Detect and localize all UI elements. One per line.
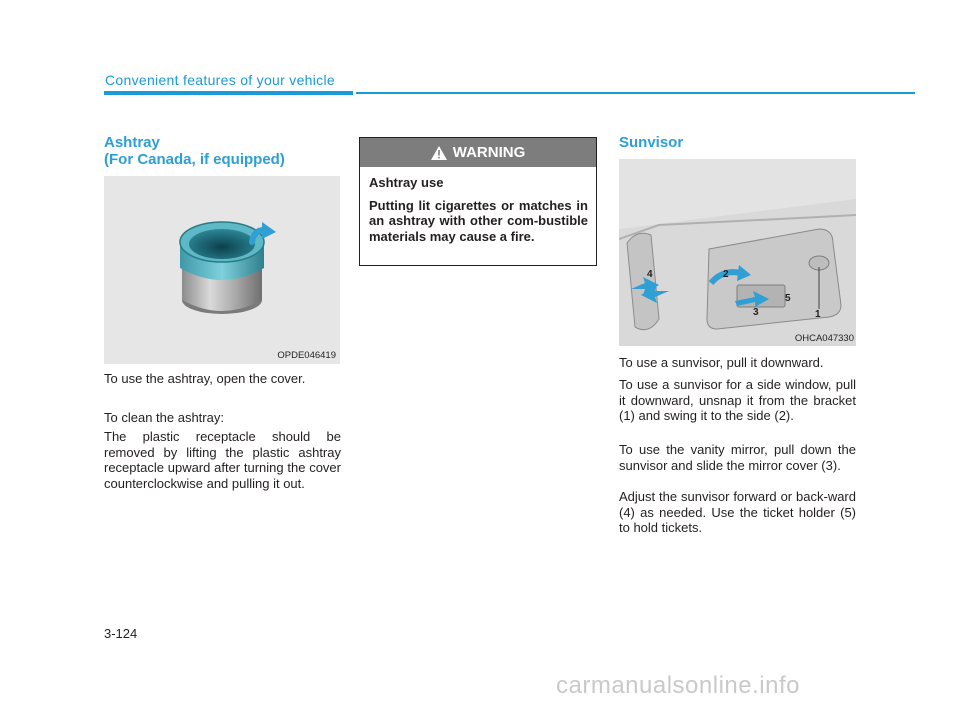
sunvisor-para-pull: To use a sunvisor, pull it downward. bbox=[619, 355, 824, 370]
ashtray-heading-line1: Ashtray bbox=[104, 134, 160, 151]
header-rule-thin bbox=[356, 92, 915, 94]
callout-3: 3 bbox=[753, 307, 759, 318]
warning-label: WARNING bbox=[452, 144, 526, 161]
sunvisor-para-mirror: To use the vanity mirror, pull down the sunvisor and slide the mirror cover (3). bbox=[619, 442, 856, 473]
warning-header bbox=[360, 138, 596, 167]
warning-text: Putting lit cigarettes or matches in an ashtray with other com-bustible materials may cause a fire. bbox=[369, 197, 588, 244]
sunvisor-illustration bbox=[619, 159, 856, 346]
sunvisor-heading: Sunvisor bbox=[619, 134, 684, 151]
ashtray-figure bbox=[104, 176, 340, 364]
ashtray-para-open: To use the ashtray, open the cover. bbox=[104, 371, 306, 386]
callout-4: 4 bbox=[647, 269, 653, 280]
ashtray-para-clean: To clean the ashtray: bbox=[104, 410, 224, 425]
ashtray-illustration bbox=[104, 176, 340, 364]
header-rule-thick bbox=[104, 91, 353, 95]
ashtray-heading-line2: (For Canada, if equipped) bbox=[104, 151, 285, 168]
chapter-title: Convenient features of your vehicle bbox=[105, 72, 335, 88]
warning-box bbox=[359, 137, 597, 266]
ashtray-para-remove: The plastic receptacle should be removed by lifting the plastic ashtray receptacle upward after turning the cover counterclockwise and pulling it out. bbox=[104, 429, 341, 491]
page-number: 3-124 bbox=[104, 626, 138, 641]
sunvisor-figure-code: OHCA047330 bbox=[794, 333, 854, 344]
callout-2: 2 bbox=[723, 269, 729, 280]
callout-5: 5 bbox=[785, 293, 791, 304]
sunvisor-para-side-window: To use a sunvisor for a side window, pull it downward, unsnap it from the bracket (1) and swing it to the side (2). bbox=[619, 377, 856, 424]
ashtray-figure-code: OPDE046419 bbox=[277, 350, 336, 361]
warning-triangle-icon bbox=[431, 146, 447, 160]
callout-1: 1 bbox=[815, 309, 821, 320]
warning-body bbox=[360, 167, 596, 244]
ashtray-heading bbox=[104, 134, 285, 168]
watermark: carmanualsonline.info bbox=[556, 672, 800, 699]
sunvisor-figure bbox=[619, 159, 856, 346]
sunvisor-para-adjust: Adjust the sunvisor forward or back-ward (4) as needed. Use the ticket holder (5) to hold tickets. bbox=[619, 489, 856, 536]
warning-title: Ashtray use bbox=[369, 175, 444, 190]
